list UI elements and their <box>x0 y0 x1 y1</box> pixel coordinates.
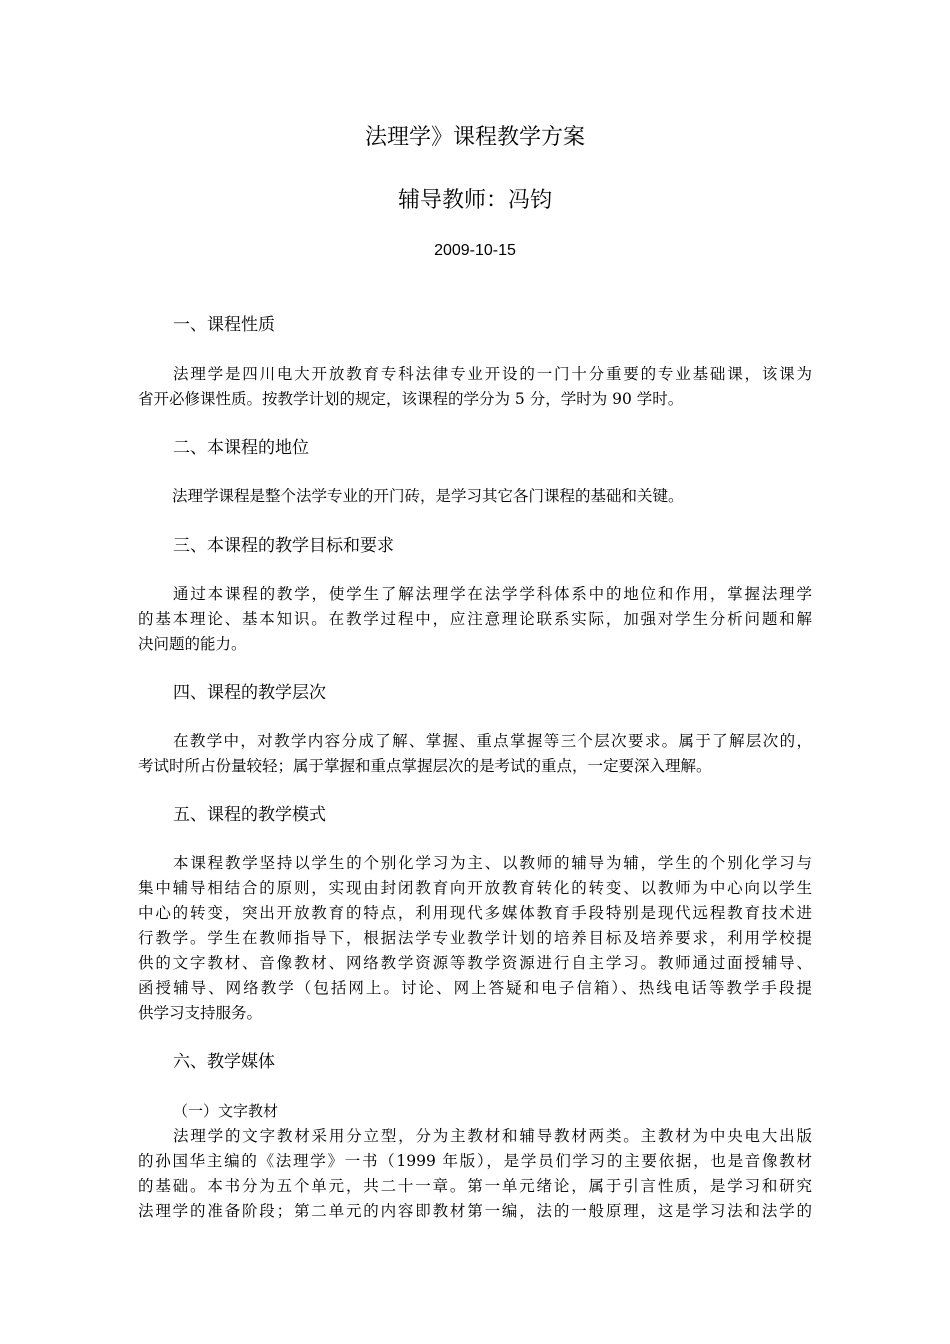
section-paragraph-goals <box>138 582 812 657</box>
paragraph-line: 的基本理论、基本知识。在教学过程中，应注意理论联系实际，加强对学生分析问题和解 <box>138 610 812 628</box>
document-title: 法理学》课程教学方案 <box>364 125 585 150</box>
subsection-heading-text-materials: （一）文字教材 <box>173 1102 279 1120</box>
section-paragraph-levels <box>138 729 812 779</box>
paragraph-line: 的基础。本书分为五个单元，共二十一章。第一单元绪论，属于引言性质，是学习和研究 <box>138 1177 812 1195</box>
section-heading-media: 六、教学媒体 <box>173 1052 275 1072</box>
section-paragraph-nature <box>138 362 812 412</box>
document-subtitle: 辅导教师：冯钧 <box>397 188 552 213</box>
paragraph-line: 的孙国华主编的《法理学》一书（1999 年版），是学员们学习的主要依据，也是音像教材 <box>138 1152 812 1170</box>
section-heading-levels: 四、课程的教学层次 <box>173 683 326 703</box>
paragraph-line: 供的文字教材、音像教材、网络教学资源等教学资源进行自主学习。教师通过面授辅导、 <box>138 954 812 972</box>
section-heading-goals: 三、本课程的教学目标和要求 <box>173 536 394 556</box>
paragraph-line: 考试时所占份量较轻；属于掌握和重点掌握层次的是考试的重点，一定要深入理解。 <box>138 757 712 775</box>
section-heading-nature: 一、课程性质 <box>173 315 275 335</box>
paragraph-line: 在教学中，对教学内容分成了解、掌握、重点掌握等三个层次要求。属于了解层次的， <box>173 732 812 750</box>
paragraph-line: 法理学是四川电大开放教育专科法律专业开设的一门十分重要的专业基础课，该课为 <box>173 365 812 383</box>
paragraph-line: 集中辅导相结合的原则，实现由封闭教育向开放教育转化的转变、以教师为中心向以学生 <box>138 879 812 897</box>
paragraph-line: 行教学。学生在教师指导下，根据法学专业教学计划的培养目标及培养要求，利用学校提 <box>138 929 812 947</box>
paragraph-line: 法理学的准备阶段；第二单元的内容即教材第一编，法的一般原理，这是学习法和法学的 <box>138 1202 812 1220</box>
document-date: 2009-10-15 <box>434 242 516 259</box>
paragraph-line: 决问题的能力。 <box>138 635 247 653</box>
paragraph-line: 通过本课程的教学，使学生了解法理学在法学学科体系中的地位和作用，掌握法理学 <box>173 585 812 603</box>
section-paragraph-status <box>138 484 812 509</box>
paragraph-line: 本课程教学坚持以学生的个别化学习为主、以教师的辅导为辅，学生的个别化学习与 <box>173 854 812 872</box>
section-paragraph-mode <box>138 851 812 1026</box>
paragraph-line: 法理学课程是整个法学专业的开门砖，是学习其它各门课程的基础和关键。 <box>172 487 684 505</box>
section-heading-status: 二、本课程的地位 <box>173 438 309 458</box>
paragraph-line: 法理学的文字教材采用分立型，分为主教材和辅导教材两类。主教材为中央电大出版 <box>173 1127 812 1145</box>
paragraph-line: 供学习支持服务。 <box>138 1004 263 1022</box>
paragraph-line: 省开必修课性质。按教学计划的规定，该课程的学分为 5 分，学时为 90 学时。 <box>138 390 684 408</box>
paragraph-line: 函授辅导、网络教学（包括网上。讨论、网上答疑和电子信箱）、热线电话等教学手段提 <box>138 979 812 997</box>
section-paragraph-media <box>138 1124 812 1224</box>
section-heading-mode: 五、课程的教学模式 <box>173 805 326 825</box>
paragraph-line: 中心的转变，突出开放教育的特点，利用现代多媒体教育手段特别是现代远程教育技术进 <box>138 904 812 922</box>
